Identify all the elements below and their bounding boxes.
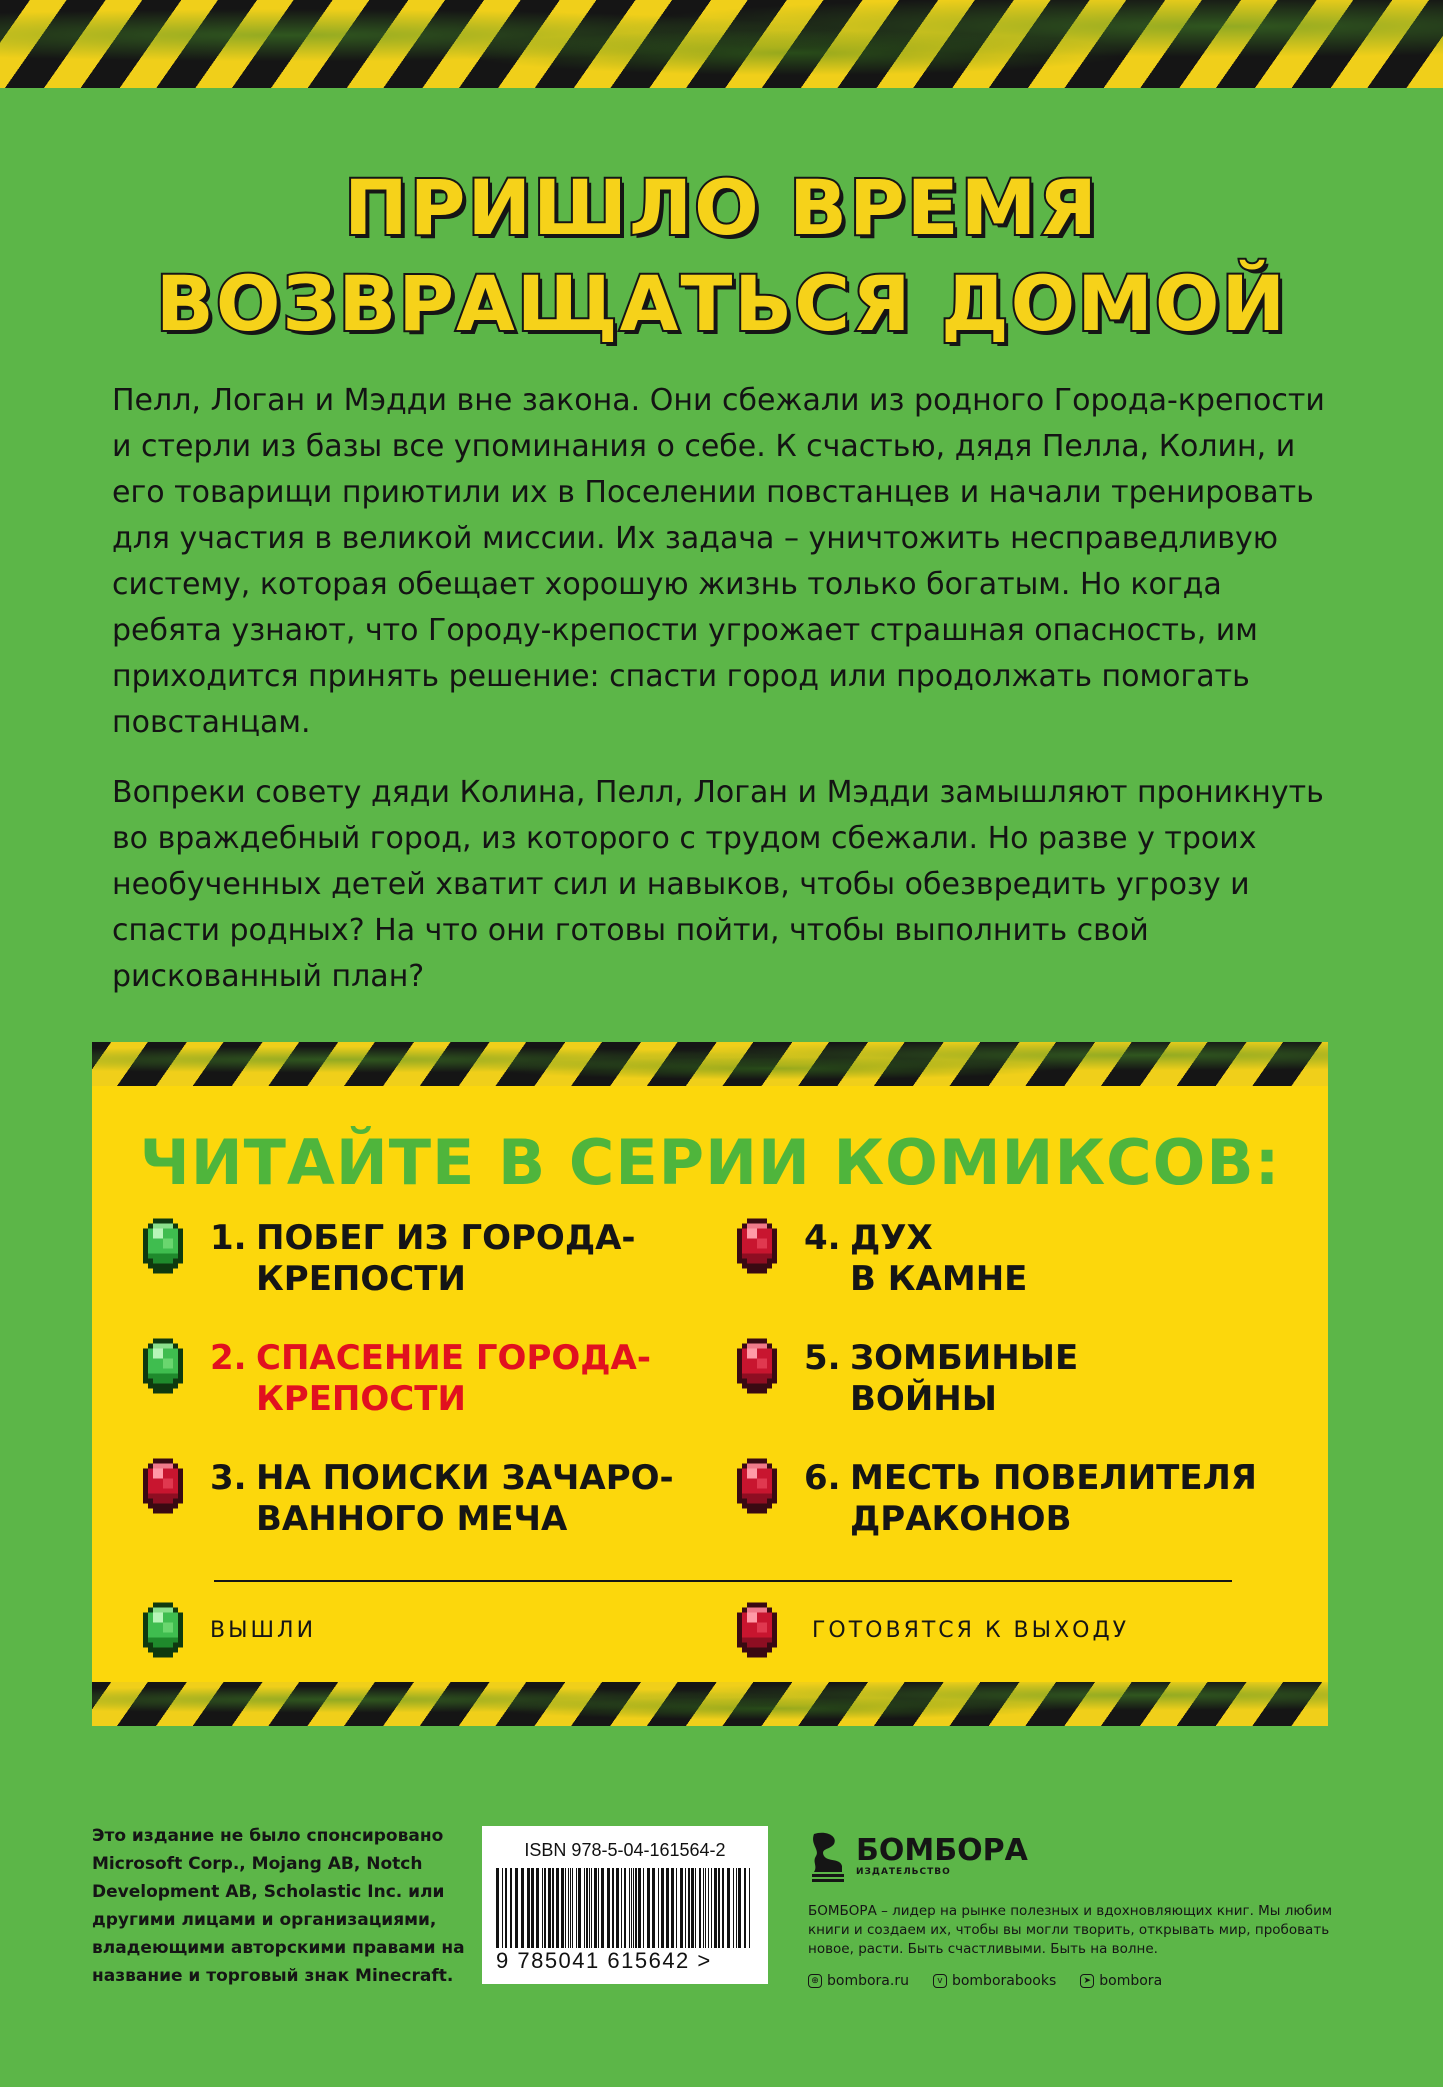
barcode-bar	[584, 1868, 585, 1948]
legend-divider	[214, 1580, 1232, 1582]
barcode-bar	[542, 1868, 543, 1948]
isbn-barcode	[482, 1826, 768, 1984]
headline-line-2: ВОЗВРАЩАТЬСЯ ДОМОЙ	[155, 259, 1288, 348]
barcode-bar	[658, 1868, 659, 1948]
barcode-bar	[594, 1868, 597, 1948]
barcode-bar	[671, 1868, 674, 1948]
barcode-bar	[727, 1868, 730, 1948]
series-item-4	[732, 1218, 1027, 1300]
barcode-bar	[616, 1868, 619, 1948]
red-gem-icon	[732, 1602, 782, 1658]
barcode-bar	[733, 1868, 734, 1948]
series-item-title: ЗОМБИНЫЕ ВОЙНЫ	[850, 1338, 1079, 1419]
series-item-number: 2.	[210, 1338, 247, 1378]
barcode-bar	[647, 1868, 650, 1948]
red-gem-icon	[138, 1458, 188, 1514]
publisher-logo	[808, 1826, 1348, 1888]
series-item-3	[138, 1458, 674, 1540]
barcode-bar	[565, 1868, 566, 1948]
description-paragraph-2: Вопреки совету дяди Колина, Пелл, Логан и Мэдди замышляют проникнуть во враждебный город, из которого с трудом сбежали. Но разве у троих необученных детей хватит сил и навыков, чтобы обезвредить угрозу и спасти родных? На что они готовы пойти, чтобы выполнить свой рискованный план?	[112, 775, 1324, 994]
social-label: bombora.ru	[827, 1973, 909, 1989]
barcode-bar	[568, 1868, 569, 1948]
barcode-bar	[711, 1868, 712, 1948]
series-item-title: НА ПОИСКИ ЗАЧАРО- ВАННОГО МЕЧА	[256, 1458, 674, 1539]
barcode-bar	[738, 1868, 741, 1948]
vk-icon: v	[933, 1974, 947, 1988]
copyright-disclaimer: Это издание не было спонсировано Microsoft Corp., Mojang AB, Notch Development AB, Scholastic Inc. или другими лицами и организациями, владеющими авторскими правами на название и торговый знак Minecraft.	[92, 1826, 465, 1986]
barcode-bar	[749, 1868, 750, 1948]
globe-icon: ⊕	[808, 1974, 822, 1988]
barcode-bar	[589, 1868, 590, 1948]
social-label: bombora	[1099, 1973, 1163, 1989]
barcode-bar	[680, 1868, 683, 1948]
series-item-title: ПОБЕГ ИЗ ГОРОДА- КРЕПОСТИ	[256, 1218, 636, 1299]
barcode-bars	[496, 1868, 754, 1948]
barcode-bar	[612, 1868, 614, 1948]
barcode-bar	[502, 1868, 503, 1948]
barcode-bar	[635, 1868, 637, 1948]
bombora-wave-logo-icon	[808, 1828, 848, 1886]
barcode-bar	[695, 1868, 696, 1948]
red-gem-icon	[732, 1218, 782, 1274]
series-item-1	[138, 1218, 636, 1300]
barcode-bar	[638, 1868, 641, 1948]
series-item-number: 4.	[804, 1218, 841, 1258]
barcode-bar	[607, 1868, 610, 1948]
barcode-bar	[531, 1868, 534, 1948]
legend-released	[138, 1602, 316, 1658]
barcode-bar	[744, 1868, 746, 1948]
green-gem-icon	[138, 1338, 188, 1394]
barcode-bar	[505, 1868, 507, 1948]
barcode-digits: 9 785041 615642 >	[496, 1948, 712, 1973]
publisher-description: БОМБОРА – лидер на рынке полезных и вдохновляющих книг. Мы любим книги и создаем их, чтобы вы могли творить, открывать мир, пробовать новое, расти. Быть счастливыми. Быть на волне.	[808, 1903, 1333, 1957]
barcode-bar	[705, 1868, 706, 1948]
barcode-bar	[624, 1868, 626, 1948]
barcode-bar	[661, 1868, 664, 1948]
barcode-bar	[714, 1868, 717, 1948]
publisher-name: БОМБОРА	[856, 1833, 1028, 1868]
barcode-bar	[510, 1868, 512, 1948]
barcode-bar	[676, 1868, 677, 1948]
legend-upcoming	[732, 1602, 1129, 1658]
series-item-number: 5.	[804, 1338, 841, 1378]
isbn-label: ISBN 978-5-04-161564-2	[524, 1840, 726, 1860]
publisher-block	[808, 1826, 1348, 1989]
social-vk[interactable]	[933, 1973, 1056, 1989]
barcode-bar	[496, 1868, 499, 1948]
barcode-bar	[722, 1868, 724, 1948]
series-item-title: СПАСЕНИЕ ГОРОДА- КРЕПОСТИ	[256, 1338, 651, 1419]
barcode-bar	[688, 1868, 690, 1948]
barcode-bar	[633, 1868, 634, 1948]
telegram-icon: ➤	[1080, 1974, 1094, 1988]
barcode-bar	[718, 1868, 720, 1948]
red-gem-icon	[732, 1338, 782, 1394]
barcode-bar	[598, 1868, 599, 1948]
series-item-title: ДУХ В КАМНЕ	[850, 1218, 1028, 1299]
hazard-stripe-panel-top	[92, 1042, 1328, 1086]
description-paragraph-1: Пелл, Логан и Мэдди вне закона. Они сбежали из родного Города-крепости и стерли из базы все упоминания о себе. К счастью, дядя Пелла, Колин, и его товарищи приютили их в Поселении повстанцев и начали тренировать для участия в великой миссии. Их задача – уничтожить несправедливую систему, которая обещает хорошую жизнь только богатым. Но когда ребята узнают, что Городу-крепости угрожает страшная опасность, им приходится принять решение: спасти город или продолжать помогать повстанцам.	[112, 383, 1325, 740]
barcode-bar	[521, 1868, 524, 1948]
series-item-number: 3.	[210, 1458, 247, 1498]
series-item-6	[732, 1458, 1257, 1540]
barcode-bar	[601, 1868, 604, 1948]
series-item-number: 6.	[804, 1458, 841, 1498]
series-panel	[92, 1042, 1328, 1726]
series-item-5	[732, 1338, 1078, 1420]
barcode-bar	[685, 1868, 686, 1948]
barcode-bar	[652, 1868, 655, 1948]
barcode-bar	[621, 1868, 622, 1948]
hazard-stripe-panel-bottom	[92, 1682, 1328, 1726]
barcode-bar	[708, 1868, 709, 1948]
barcode-bar	[591, 1868, 592, 1948]
social-telegram[interactable]	[1080, 1973, 1162, 1989]
barcode-bar	[736, 1868, 737, 1948]
barcode-bar	[544, 1868, 546, 1948]
barcode-bar	[699, 1868, 701, 1948]
legend-upcoming-label: ГОТОВЯТСЯ К ВЫХОДУ	[812, 1617, 1130, 1643]
publisher-socials	[808, 1973, 1348, 1989]
barcode-bar	[631, 1868, 632, 1948]
series-item-title: МЕСТЬ ПОВЕЛИТЕЛЯ ДРАКОНОВ	[850, 1458, 1257, 1539]
barcode-bar	[629, 1868, 630, 1948]
series-item-number: 1.	[210, 1218, 247, 1258]
green-gem-icon	[138, 1602, 188, 1658]
barcode-bar	[578, 1868, 581, 1948]
barcode-bar	[561, 1868, 564, 1948]
barcode-bar	[548, 1868, 551, 1948]
hazard-stripe-top	[0, 0, 1443, 88]
barcode-bar	[586, 1868, 588, 1948]
series-item-2	[138, 1338, 651, 1420]
legend-released-label: ВЫШЛИ	[210, 1617, 317, 1643]
publisher-subtitle: ИЗДАТЕЛЬСТВО	[856, 1867, 951, 1877]
barcode-bar	[515, 1868, 518, 1948]
social-label: bomborabooks	[951, 1973, 1057, 1989]
barcode-bar	[570, 1868, 571, 1948]
green-gem-icon	[138, 1218, 188, 1274]
barcode-bar	[691, 1868, 694, 1948]
headline-line-1: ПРИШЛО ВРЕМЯ	[344, 163, 1099, 252]
series-title: ЧИТАЙТЕ В СЕРИИ КОМИКСОВ:	[139, 1126, 1281, 1199]
barcode-bar	[643, 1868, 644, 1948]
red-gem-icon	[732, 1458, 782, 1514]
barcode-bar	[536, 1868, 539, 1948]
barcode-bar	[703, 1868, 704, 1948]
barcode-bar	[556, 1868, 559, 1948]
barcode-bar	[666, 1868, 669, 1948]
barcode-bar	[552, 1868, 554, 1948]
barcode-bar	[527, 1868, 530, 1948]
barcode-bar	[576, 1868, 577, 1948]
barcode-bar	[572, 1868, 573, 1948]
social-website[interactable]	[808, 1973, 909, 1989]
headline	[0, 160, 1443, 352]
